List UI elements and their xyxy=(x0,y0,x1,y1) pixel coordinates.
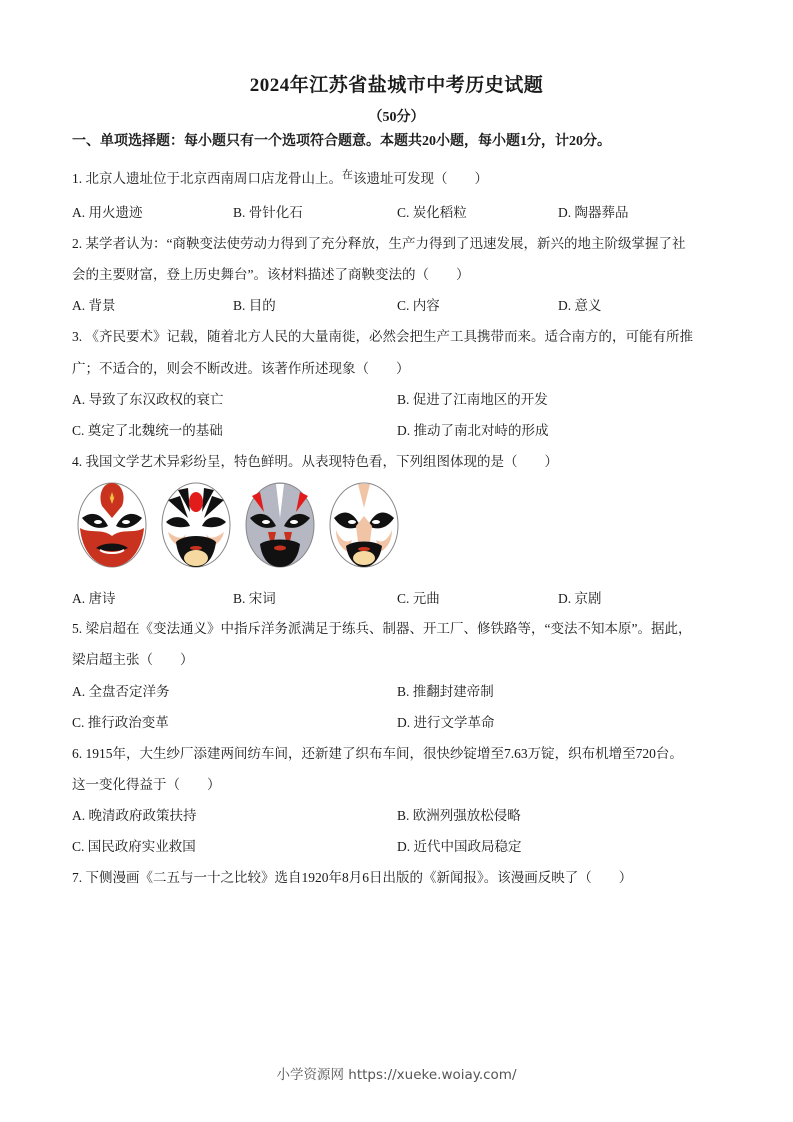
watermark-footer[interactable]: 小学资源网 https://xueke.woiay.com/ xyxy=(276,1067,517,1083)
question-2-option-a[interactable]: A. 背景 xyxy=(72,298,116,313)
question-6-line-1: 6. 1915年，大生纱厂添建两间纺车间，还新建了织布车间，很快纱锭增至7.63万锭，织布机增至720台。 xyxy=(72,746,683,761)
question-5-option-c[interactable]: C. 推行政治变革 xyxy=(72,715,169,730)
opera-mask-white-icon xyxy=(158,478,234,570)
question-5-option-b[interactable]: B. 推翻封建帝制 xyxy=(397,684,494,699)
question-1-option-d[interactable]: D. 陶器葬品 xyxy=(558,205,629,220)
page-title: 2024年江苏省盐城市中考历史试题 xyxy=(249,75,544,96)
question-1-part-2: 该遗址可发现（ ） xyxy=(353,171,488,186)
question-4-option-b[interactable]: B. 宋词 xyxy=(233,591,276,606)
opera-mask-gray-icon xyxy=(242,478,318,570)
opera-mask-pink-icon xyxy=(326,478,402,570)
question-5-option-d[interactable]: D. 进行文学革命 xyxy=(397,715,495,730)
opera-mask-images xyxy=(74,478,402,570)
question-1-superscript: 在 xyxy=(342,169,353,181)
question-3-line-2: 广；不适合的，则会不断改进。该著作所述现象（ ） xyxy=(72,361,410,376)
question-6-option-d[interactable]: D. 近代中国政局稳定 xyxy=(397,839,522,854)
question-7-text: 7. 下侧漫画《二五与一十之比较》选自1920年8月6日出版的《新闻报》。该漫画反映了（ ） xyxy=(72,870,633,885)
question-3-option-c[interactable]: C. 奠定了北魏统一的基础 xyxy=(72,423,223,438)
question-1-option-b[interactable]: B. 骨针化石 xyxy=(233,205,303,220)
opera-mask-red-icon xyxy=(74,478,150,570)
question-3-option-d[interactable]: D. 推动了南北对峙的形成 xyxy=(397,423,549,438)
question-1-option-c[interactable]: C. 炭化稻粒 xyxy=(397,205,467,220)
question-4-text: 4. 我国文学艺术异彩纷呈，特色鲜明。从表现特色看，下列组图体现的是（ ） xyxy=(72,454,558,469)
question-5-option-a[interactable]: A. 全盘否定洋务 xyxy=(72,684,170,699)
question-6-option-a[interactable]: A. 晚清政府政策扶持 xyxy=(72,808,197,823)
question-6-line-2: 这一变化得益于（ ） xyxy=(72,777,221,792)
question-3-option-a[interactable]: A. 导致了东汉政权的衰亡 xyxy=(72,392,224,407)
question-4-option-a[interactable]: A. 唐诗 xyxy=(72,591,116,606)
question-5-line-1: 5. 梁启超在《变法通义》中指斥洋务派满足于练兵、制器、开工厂、修铁路等，“变法不知本原”。据此， xyxy=(72,621,692,636)
question-2-option-d[interactable]: D. 意义 xyxy=(558,298,602,313)
question-2-option-b[interactable]: B. 目的 xyxy=(233,298,276,313)
question-5-line-2: 梁启超主张（ ） xyxy=(72,652,194,667)
question-3-option-b[interactable]: B. 促进了江南地区的开发 xyxy=(397,392,548,407)
question-4-option-c[interactable]: C. 元曲 xyxy=(397,591,440,606)
question-1-part-1: 1. 北京人遗址位于北京西南周口店龙骨山上。 xyxy=(72,171,342,186)
section-heading: 一、单项选择题：每小题只有一个选项符合题意。本题共20小题，每小题1分，计20分。 xyxy=(72,134,611,149)
question-4-option-d[interactable]: D. 京剧 xyxy=(558,591,602,606)
question-2-line-2: 会的主要财富，登上历史舞台”。该材料描述了商鞅变法的（ ） xyxy=(72,267,470,282)
question-6-option-c[interactable]: C. 国民政府实业救国 xyxy=(72,839,196,854)
question-3-line-1: 3. 《齐民要术》记载，随着北方人民的大量南徙，必然会把生产工具携带而来。适合南方的，可能有所推 xyxy=(72,329,693,344)
question-2-line-1: 2. 某学者认为：“商鞅变法使劳动力得到了充分释放，生产力得到了迅速发展，新兴的地主阶级掌握了社 xyxy=(72,236,686,251)
question-1-text xyxy=(72,167,488,187)
question-2-option-c[interactable]: C. 内容 xyxy=(397,298,440,313)
question-1-option-a[interactable]: A. 用火遗迹 xyxy=(72,205,143,220)
total-score: （50分） xyxy=(368,110,425,125)
question-6-option-b[interactable]: B. 欧洲列强放松侵略 xyxy=(397,808,521,823)
